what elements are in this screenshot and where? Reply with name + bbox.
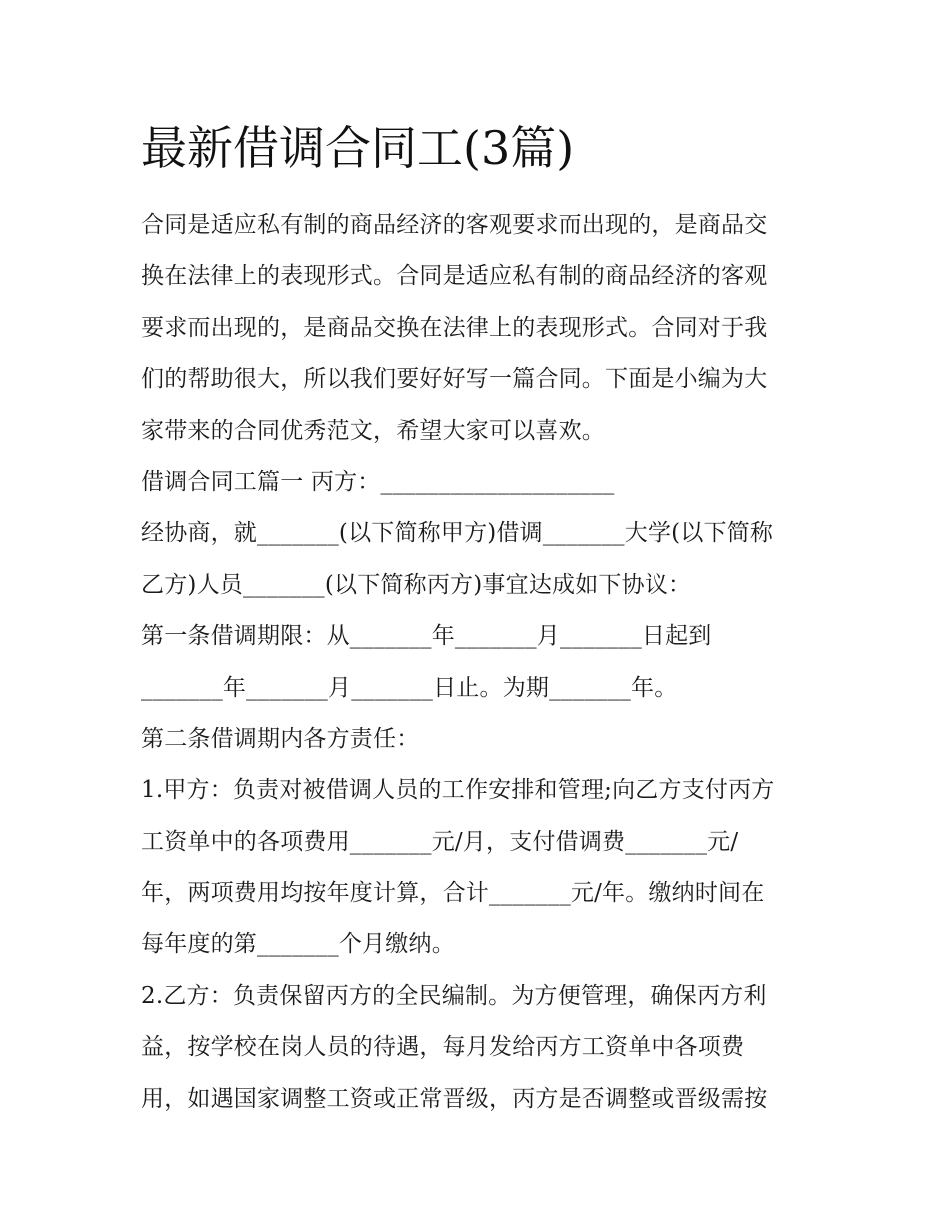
document-title: 最新借调合同工(3篇): [141, 121, 575, 175]
text-line: 要求而出现的，是商品交换在法律上的表现形式。合同对于我: [141, 314, 768, 341]
text-line: 2.乙方：负责保留丙方的全民编制。为方便管理，确保丙方利: [141, 982, 767, 1009]
document-body: [141, 200, 813, 1125]
text-line: 乙方)人员_______(以下简称丙方)事宜达成如下协议：: [141, 571, 692, 598]
text-line: 经协商，就_______(以下简称甲方)借调_______大学(以下简称: [141, 520, 774, 547]
text-line: _______年_______月_______日止。为期_______年。: [141, 674, 678, 701]
text-line: 每年度的第_______个月缴纳。: [141, 931, 455, 958]
text-line: 用，如遇国家调整工资或正常晋级，丙方是否调整或晋级需按: [141, 1085, 768, 1112]
text-line: 工资单中的各项费用_______元/月，支付借调费_______元/: [141, 828, 739, 855]
text-line: 合同是适应私有制的商品经济的客观要求而出现的，是商品交: [141, 212, 768, 238]
text-line: 们的帮助很大，所以我们要好好写一篇合同。下面是小编为大: [141, 366, 768, 393]
text-line: 第一条借调期限：从_______年_______月_______日起到: [141, 623, 712, 650]
text-line: 换在法律上的表现形式。合同是适应私有制的商品经济的客观: [141, 263, 768, 290]
text-line: 家带来的合同优秀范文，希望大家可以喜欢。: [141, 417, 605, 444]
text-line: 借调合同工篇一 丙方：____________________: [141, 468, 615, 495]
text-line: 1.甲方：负责对被借调人员的工作安排和管理;向乙方支付丙方: [141, 777, 775, 804]
text-line: 第二条借调期内各方责任：: [141, 725, 420, 752]
text-line: 年，两项费用均按年度计算，合计_______元/年。缴纳时间在: [141, 880, 765, 907]
text-line: 益，按学校在岗人员的待遇，每月发给丙方工资单中各项费: [141, 1034, 745, 1061]
